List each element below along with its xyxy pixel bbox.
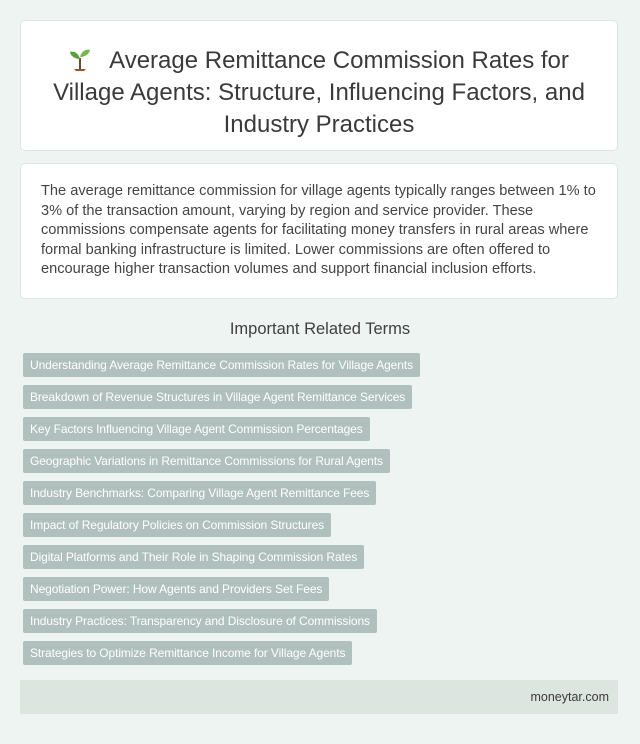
related-terms-list (23, 353, 613, 673)
term-tag[interactable]: Industry Practices: Transparency and Disclosure of Commissions (23, 609, 377, 633)
footer (20, 680, 618, 714)
site-name[interactable]: moneytar.com (530, 690, 609, 704)
title-card (20, 20, 618, 151)
term-tag[interactable]: Breakdown of Revenue Structures in Village Agent Remittance Services (23, 385, 412, 409)
summary-card (20, 163, 618, 299)
page-title (47, 45, 591, 141)
sprout-icon (69, 47, 91, 71)
term-tag[interactable]: Strategies to Optimize Remittance Income for Village Agents (23, 641, 352, 665)
page-title-text: Average Remittance Commission Rates for Village Agents: Structure, Influencing Factors, and Industry Practices (53, 47, 585, 138)
related-terms-heading: Important Related Terms (229, 320, 411, 338)
term-tag[interactable]: Understanding Average Remittance Commission Rates for Village Agents (23, 353, 420, 377)
term-tag[interactable]: Industry Benchmarks: Comparing Village Agent Remittance Fees (23, 481, 376, 505)
term-tag[interactable]: Negotiation Power: How Agents and Providers Set Fees (23, 577, 329, 601)
term-tag[interactable]: Digital Platforms and Their Role in Shaping Commission Rates (23, 545, 364, 569)
summary-text: The average remittance commission for village agents typically ranges between 1% to 3% of the transaction amount, varying by region and service provider. These commissions compensate agents for facilitating money transfers in rural areas where formal banking infrastructure is limited. Lower commissions are often offered to encourage higher transaction volumes and support financial inclusion efforts. (41, 183, 596, 277)
term-tag[interactable]: Geographic Variations in Remittance Commissions for Rural Agents (23, 449, 390, 473)
term-tag[interactable]: Impact of Regulatory Policies on Commission Structures (23, 513, 331, 537)
term-tag[interactable]: Key Factors Influencing Village Agent Commission Percentages (23, 417, 370, 441)
